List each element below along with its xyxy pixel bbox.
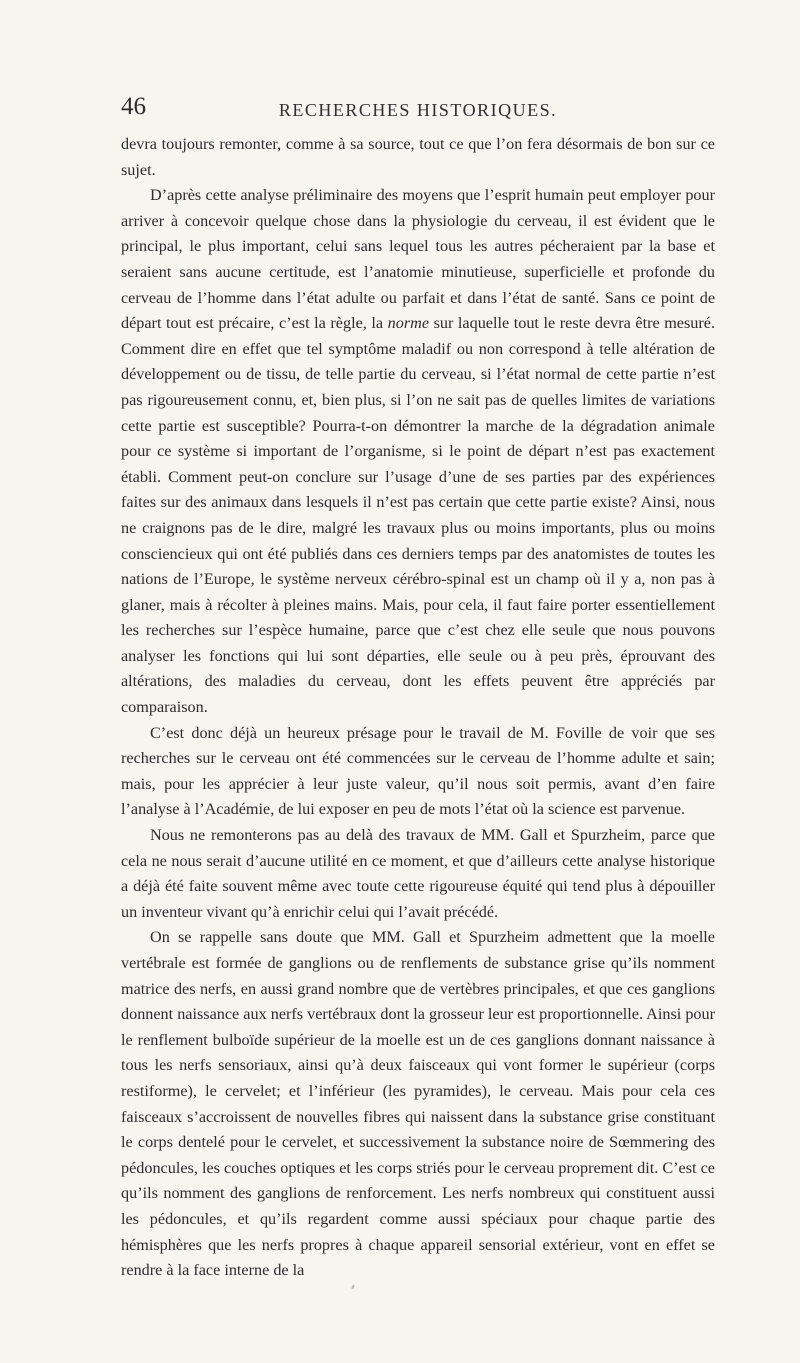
- paragraph-4: [121, 823, 715, 925]
- paragraph-2: [121, 183, 715, 720]
- paragraph-5-text: On se rappelle sans doute que MM. Gall et Spurzheim admettent que la moelle vertébrale est formée de ganglions ou de renflements de substance grise qu’ils nomment matrice des nerfs, en aussi grand nombre que de vertèbres principales, et que ces ganglions donnent naissance aux nerfs vertébraux dont la grosseur leur est proportionnelle. Ainsi pour le renflement bulboïde supérieur de la moelle est un de ces ganglions donnant naissance à tous les nerfs sensoriaux, ainsi qu’à deux faisceaux qui vont former le supérieur (corps restiforme), le cervelet; et l’inférieur (les pyramides), le cerveau. Mais pour cela ces faisceaux s’accroissent de nouvelles fibres qui naissent dans la substance grise constituant le corps dentelé pour le cervelet, et successivement la substance noire de Sœmmering des pédoncules, les couches optiques et les corps striés pour le cerveau proprement dit. C’est ce qu’ils nomment des ganglions de renforcement. Les nerfs nombreux qui constituent aussi les pédoncules, et qu’ils regardent comme aussi spéciaux pour chaque partie des hémisphères que les nerfs propres à chaque appareil sensorial extérieur, vont en effet se rendre à la face interne de la: [121, 928, 715, 1280]
- paragraph-2-text-a: D’après cette analyse préliminaire des moyens que l’esprit humain peut employer pour arriver à concevoir quelque chose dans la physiologie du cerveau, il est évident que le principal, le plus important, celui sans lequel tous les autres pécheraient par la base et seraient sans aucune certitude, est l’anatomie minutieuse, superficielle et profonde du cerveau de l’homme dans l’état adulte ou parfait et dans l’état de santé. Sans ce point de départ tout est précaire, c’est la règle, la: [121, 186, 715, 333]
- paragraph-3: [121, 721, 715, 823]
- paragraph-1: [121, 132, 715, 183]
- body-text: [121, 132, 715, 1284]
- paragraph-1-text: devra toujours remonter, comme à sa source, tout ce que l’on fera désormais de bon sur ce sujet.: [121, 135, 715, 179]
- running-head: RECHERCHES HISTORIQUES.: [278, 100, 558, 120]
- paragraph-3-text: C’est donc déjà un heureux présage pour le travail de M. Foville de voir que ses recherches sur le cerveau ont été commencées sur le cerveau de l’homme adulte et sain; mais, pour les apprécier à leur juste valeur, qu’il nous soit permis, avant d’en faire l’analyse à l’Académie, de lui exposer en peu de mots l’état où la science est parvenue.: [121, 723, 715, 819]
- paragraph-5: [121, 925, 715, 1283]
- italic-term-norme: norme: [387, 314, 430, 333]
- page-number: 46: [121, 93, 146, 120]
- page-header: [121, 92, 715, 126]
- paragraph-4-text: Nous ne remonterons pas au delà des travaux de MM. Gall et Spurzheim, parce que cela ne nous serait d’aucune utilité en ce moment, et que d’ailleurs cette analyse historique a déjà été faite souvent même avec toute cette rigoureuse équité qui tend plus à dépouiller un inventeur vivant qu’à enrichir celui qui l’avait précédé.: [121, 826, 715, 921]
- paper-speck: [351, 1285, 354, 1289]
- paragraph-2-text-b: sur laquelle tout le reste devra être mesuré. Comment dire en effet que tel symptôme maladif ou non correspond à telle altération de développement ou de tissu, de telle partie du cerveau, si l’état normal de cette partie n’est pas rigoureusement connu, et, bien plus, si l’on ne sait pas de quelles limites de variations cette partie est susceptible? Pourra-t-on démontrer la marche de la dégradation animale pour ce système si important de l’organisme, si le point de départ n’est pas exactement établi. Comment peut-on conclure sur l’usage d’une de ses parties par des expériences faites sur des animaux dans lesquels il n’est pas certain que cette partie existe? Ainsi, nous ne craignons pas de le dire, malgré les travaux plus ou moins importants, plus ou moins consciencieux qui ont été publiés dans ces derniers temps par des anatomistes de toutes les nations de l’Europe, le système nerveux cérébro-spinal est un champ où il y a, non pas à glaner, mais à récolter à pleines mains. Mais, pour cela, il faut faire porter essentiellement les recherches sur l’espèce humaine, parce que c’est chez elle seule que nous pouvons analyser les fonctions qui lui sont départies, elle seule ou à peu près, éprouvant des altérations, des maladies du cerveau, dont les effets peuvent être appréciés par comparaison.: [121, 314, 715, 717]
